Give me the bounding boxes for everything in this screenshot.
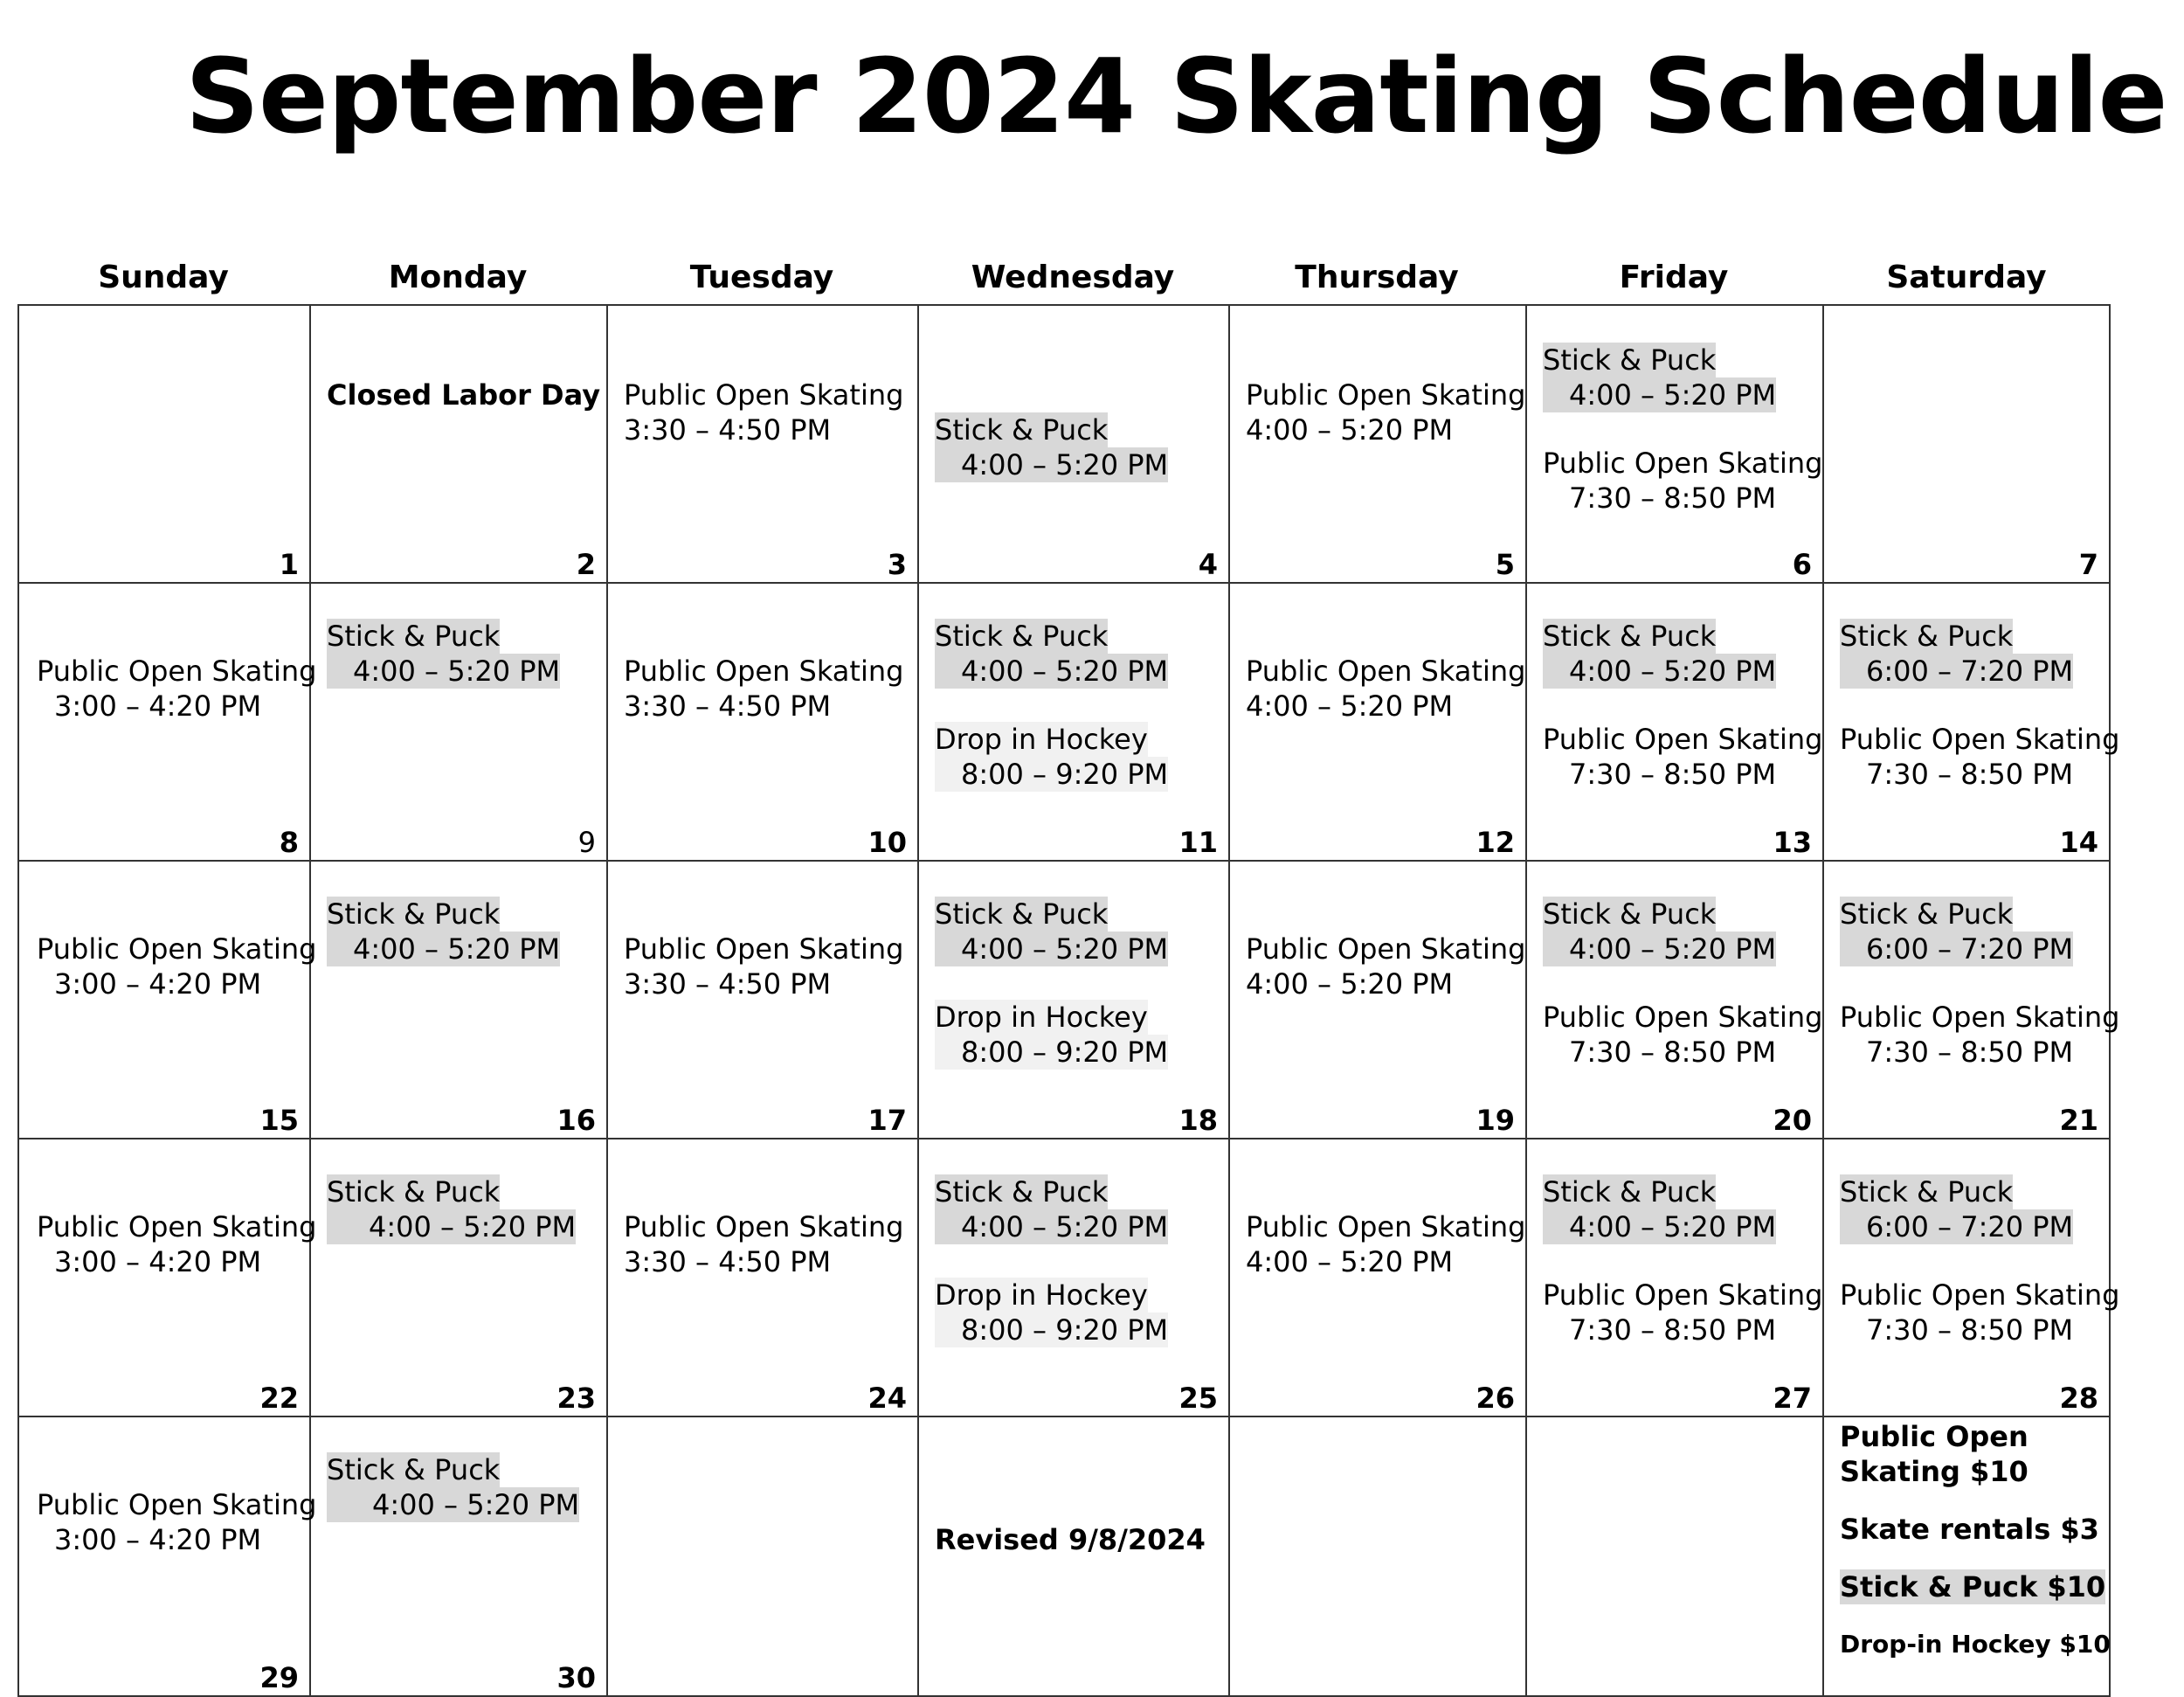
date-number: 30 (556, 1661, 596, 1694)
day-cell (311, 862, 608, 1139)
date-number: 9 (577, 826, 596, 859)
date-number: 8 (279, 826, 299, 859)
event-name: Stick & Puck (1840, 1175, 2014, 1209)
day-cell (1230, 306, 1527, 584)
event-time: 7:30 – 8:50 PM (1866, 1313, 2074, 1347)
drop-in-hockey-event (935, 1278, 1168, 1347)
event-time: 7:30 – 8:50 PM (1569, 481, 1777, 515)
stick-puck-event (327, 619, 560, 689)
event-time: 3:30 – 4:50 PM (624, 689, 832, 723)
event-time: 4:00 – 5:20 PM (935, 447, 1168, 482)
day-cell (608, 306, 919, 584)
event-time: 3:30 – 4:50 PM (624, 1245, 832, 1278)
stick-puck-event (1543, 1174, 1776, 1244)
public-skating-event (1246, 377, 1525, 447)
page-title: September 2024 Skating Schedule (185, 36, 2167, 156)
day-cell (1824, 584, 2120, 862)
event-time: 3:30 – 4:50 PM (624, 967, 832, 1001)
event-name: Drop in Hockey (935, 1001, 1148, 1034)
public-skating-event (1840, 722, 2119, 792)
date-number: 20 (1773, 1104, 1812, 1137)
day-cell (19, 862, 317, 1139)
date-number: 15 (259, 1104, 299, 1137)
event-name: Public Open Skating (624, 932, 904, 966)
public-skating-event (1543, 446, 1822, 516)
event-name: Public Open Skating (1246, 932, 1526, 966)
day-header-sunday: Sunday (98, 260, 229, 295)
date-number: 22 (259, 1382, 299, 1415)
stick-puck-event (1543, 619, 1776, 689)
date-number: 28 (2059, 1382, 2098, 1415)
event-time: 4:00 – 5:20 PM (1246, 413, 1454, 447)
date-number: 18 (1178, 1104, 1218, 1137)
event-time: 4:00 – 5:20 PM (327, 1209, 576, 1244)
day-cell (311, 306, 608, 584)
event-time: 4:00 – 5:20 PM (1543, 932, 1776, 966)
date-number: 11 (1178, 826, 1218, 859)
day-cell (919, 584, 1230, 862)
stick-puck-event (327, 1174, 576, 1244)
closed-note: Closed Labor Day (327, 378, 601, 412)
day-cell (1527, 862, 1824, 1139)
stick-puck-event (327, 897, 560, 966)
revised-note: Revised 9/8/2024 (935, 1523, 1206, 1556)
event-time: 4:00 – 5:20 PM (1246, 1245, 1454, 1278)
public-skating-event (1543, 1278, 1822, 1347)
empty-cell (608, 1417, 919, 1695)
event-name: Stick & Puck (935, 620, 1109, 653)
public-skating-event (1246, 932, 1525, 1001)
event-time: 4:00 – 5:20 PM (1543, 1209, 1776, 1244)
day-header-thursday: Thursday (1295, 260, 1459, 295)
event-time: 4:00 – 5:20 PM (935, 1209, 1168, 1244)
date-number: 16 (556, 1104, 596, 1137)
date-number: 12 (1476, 826, 1515, 859)
event-time: 4:00 – 5:20 PM (1246, 967, 1454, 1001)
price-public-line2: Skating $10 (1840, 1455, 2028, 1488)
date-number: 2 (576, 548, 596, 581)
stick-puck-event (935, 619, 1168, 689)
event-name: Stick & Puck (1840, 897, 2014, 931)
event-time: 7:30 – 8:50 PM (1569, 758, 1777, 791)
event-name: Drop in Hockey (935, 723, 1148, 756)
date-number: 19 (1476, 1104, 1515, 1137)
event-time: 4:00 – 5:20 PM (1543, 654, 1776, 689)
event-name: Public Open Skating (1246, 378, 1526, 412)
event-name: Stick & Puck (1543, 343, 1717, 377)
calendar-grid (17, 304, 2120, 1697)
price-stick-puck: Stick & Puck $10 (1840, 1570, 2106, 1603)
public-skating-event (1543, 1000, 1822, 1070)
event-time: 6:00 – 7:20 PM (1840, 932, 2073, 966)
event-time: 7:30 – 8:50 PM (1866, 758, 2074, 791)
public-skating-event (1543, 722, 1822, 792)
event-name: Public Open Skating (37, 1210, 317, 1243)
day-cell (1824, 862, 2120, 1139)
event-time: 4:00 – 5:20 PM (327, 932, 560, 966)
empty-cell (1527, 1417, 1824, 1695)
event-name: Stick & Puck (935, 1175, 1109, 1209)
date-number: 5 (1495, 548, 1515, 581)
day-cell (19, 306, 311, 584)
public-skating-event (1246, 654, 1525, 724)
note-cell (919, 1417, 1230, 1695)
event-name: Public Open Skating (37, 1488, 317, 1521)
event-name: Public Open Skating (1840, 723, 2120, 756)
event-name: Public Open Skating (1246, 1210, 1526, 1243)
day-header-monday: Monday (388, 260, 528, 295)
public-skating-event (37, 932, 316, 1001)
date-number: 29 (259, 1661, 299, 1694)
day-cell (1230, 584, 1527, 862)
event-name: Drop in Hockey (935, 1278, 1148, 1312)
day-cell (1527, 1139, 1824, 1417)
day-cell (919, 862, 1230, 1139)
event-name: Public Open Skating (37, 932, 317, 966)
day-cell (608, 862, 919, 1139)
event-time: 8:00 – 9:20 PM (935, 1035, 1168, 1070)
stick-puck-event (1543, 343, 1776, 412)
day-header-saturday: Saturday (1886, 260, 2047, 295)
stick-puck-event (1840, 1174, 2073, 1244)
event-time: 4:00 – 5:20 PM (1246, 689, 1454, 723)
event-time: 7:30 – 8:50 PM (1569, 1313, 1777, 1347)
price-public-line1: Public Open (1840, 1420, 2028, 1453)
date-number: 6 (1792, 548, 1812, 581)
event-name: Public Open Skating (1543, 447, 1823, 480)
day-header-friday: Friday (1619, 260, 1729, 295)
event-name: Public Open Skating (624, 655, 904, 688)
public-skating-event (624, 377, 903, 447)
event-time: 7:30 – 8:50 PM (1569, 1036, 1777, 1069)
day-cell (919, 1139, 1230, 1417)
price-drop-in-hockey: Drop-in Hockey $10 (1840, 1630, 2111, 1659)
event-name: Public Open Skating (1543, 1278, 1823, 1312)
event-time: 3:00 – 4:20 PM (54, 967, 262, 1001)
empty-cell (1230, 1417, 1527, 1695)
date-number: 24 (867, 1382, 907, 1415)
event-name: Public Open Skating (624, 378, 904, 412)
drop-in-hockey-event (935, 1000, 1168, 1070)
date-number: 7 (2078, 548, 2098, 581)
day-header-wednesday: Wednesday (971, 260, 1175, 295)
day-cell (1230, 862, 1527, 1139)
event-name: Stick & Puck (327, 1453, 501, 1486)
stick-puck-event (1543, 897, 1776, 966)
public-skating-event (37, 1487, 316, 1557)
event-name: Public Open Skating (1840, 1001, 2120, 1034)
public-skating-event (624, 932, 903, 1001)
event-time: 4:00 – 5:20 PM (327, 654, 560, 689)
day-cell (311, 1139, 608, 1417)
stick-puck-event (1840, 897, 2073, 966)
event-time: 6:00 – 7:20 PM (1840, 1209, 2073, 1244)
day-header-tuesday: Tuesday (689, 260, 834, 295)
event-time: 3:30 – 4:50 PM (624, 413, 832, 447)
day-cell (19, 584, 317, 862)
event-name: Public Open Skating (1840, 1278, 2120, 1312)
day-cell (919, 306, 1230, 584)
date-number: 26 (1476, 1382, 1515, 1415)
public-skating-event (624, 1209, 903, 1279)
event-name: Stick & Puck (1543, 1175, 1717, 1209)
stick-puck-event (935, 897, 1168, 966)
public-skating-event (1840, 1278, 2119, 1347)
event-name: Stick & Puck (327, 897, 501, 931)
public-skating-event (1246, 1209, 1525, 1279)
date-number: 13 (1773, 826, 1812, 859)
event-name: Public Open Skating (1543, 723, 1823, 756)
event-time: 7:30 – 8:50 PM (1866, 1036, 2074, 1069)
date-number: 1 (279, 548, 299, 581)
event-time: 3:00 – 4:20 PM (54, 1245, 262, 1278)
event-name: Stick & Puck (1840, 620, 2014, 653)
event-name: Stick & Puck (935, 413, 1109, 447)
date-number: 17 (867, 1104, 907, 1137)
day-cell (1527, 584, 1824, 862)
date-number: 21 (2059, 1104, 2098, 1137)
public-skating-event (1840, 1000, 2119, 1070)
event-name: Public Open Skating (37, 655, 317, 688)
date-number: 23 (556, 1382, 596, 1415)
event-name: Public Open Skating (624, 1210, 904, 1243)
day-cell (1824, 1139, 2120, 1417)
event-time: 4:00 – 5:20 PM (327, 1487, 579, 1522)
date-number: 14 (2059, 826, 2098, 859)
price-rentals: Skate rentals $3 (1840, 1513, 2099, 1546)
event-time: 6:00 – 7:20 PM (1840, 654, 2073, 689)
date-number: 3 (887, 548, 907, 581)
day-cell (311, 1417, 608, 1695)
day-cell (19, 1417, 317, 1695)
stick-puck-event (1840, 619, 2073, 689)
date-number: 4 (1198, 548, 1218, 581)
date-number: 25 (1178, 1382, 1218, 1415)
public-skating-event (37, 654, 316, 724)
event-name: Public Open Skating (1543, 1001, 1823, 1034)
day-cell (608, 584, 919, 862)
event-time: 8:00 – 9:20 PM (935, 757, 1168, 792)
day-cell (608, 1139, 919, 1417)
day-cell (1824, 306, 2109, 584)
date-number: 27 (1773, 1382, 1812, 1415)
event-name: Stick & Puck (327, 1175, 501, 1209)
public-skating-event (624, 654, 903, 724)
event-name: Public Open Skating (1246, 655, 1526, 688)
event-time: 4:00 – 5:20 PM (935, 932, 1168, 966)
date-number: 10 (867, 826, 907, 859)
event-time: 3:00 – 4:20 PM (54, 689, 262, 723)
drop-in-hockey-event (935, 722, 1168, 792)
price-cell (1824, 1417, 2109, 1695)
event-name: Stick & Puck (1543, 620, 1717, 653)
event-time: 3:00 – 4:20 PM (54, 1523, 262, 1556)
event-name: Stick & Puck (1543, 897, 1717, 931)
stick-puck-event (935, 412, 1168, 482)
day-cell (19, 1139, 317, 1417)
stick-puck-event (935, 1174, 1168, 1244)
event-time: 4:00 – 5:20 PM (1543, 377, 1776, 412)
day-cell (1230, 1139, 1527, 1417)
event-time: 8:00 – 9:20 PM (935, 1313, 1168, 1347)
day-cell (1527, 306, 1824, 584)
event-time: 4:00 – 5:20 PM (935, 654, 1168, 689)
event-name: Stick & Puck (327, 620, 501, 653)
stick-puck-event (327, 1452, 579, 1522)
day-cell (311, 584, 608, 862)
event-name: Stick & Puck (935, 897, 1109, 931)
public-skating-event (37, 1209, 316, 1279)
